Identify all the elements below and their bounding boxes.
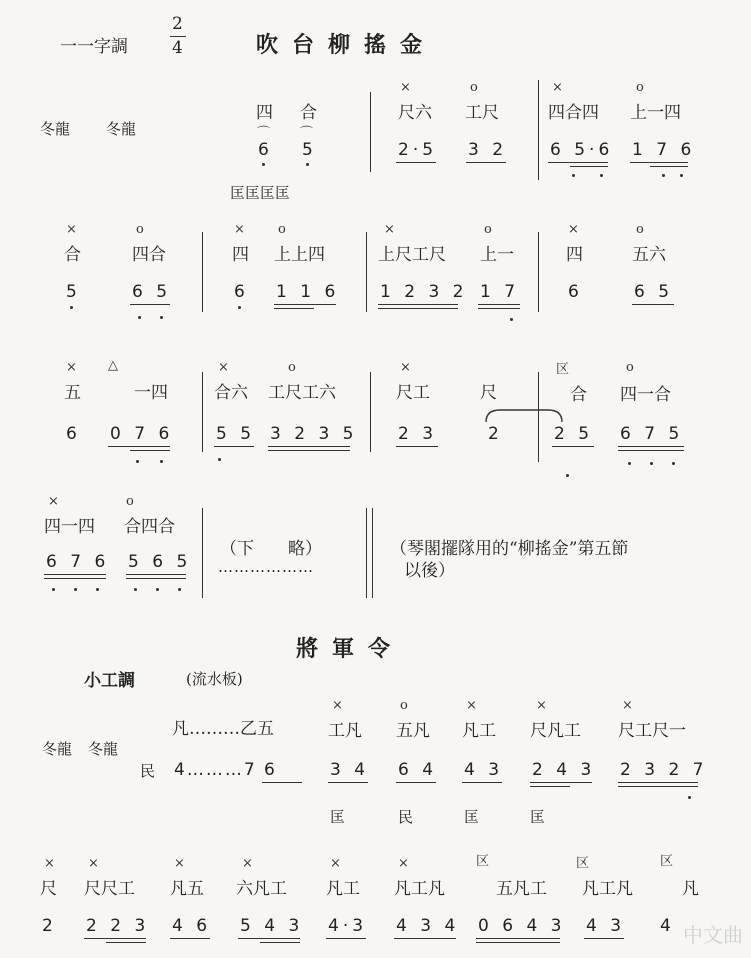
bar-line — [538, 372, 539, 462]
beat-mark-qu: 区 — [476, 854, 490, 869]
octave-dot — [510, 318, 513, 321]
beat-mark-x: × — [44, 856, 55, 871]
gongche-name: 合 — [300, 103, 317, 123]
beat-mark-x: × — [398, 856, 409, 871]
gongche-name: 凡工凡 — [582, 879, 633, 899]
gongche-name: 上一 — [480, 245, 514, 265]
jianpu-number: 3 2 3 5 — [270, 424, 358, 444]
performance-note: （琴閣擺隊用的“柳搖金”第五節 — [390, 539, 629, 559]
gong-mark: 匡 — [464, 808, 480, 826]
beat-mark-qu: 区 — [660, 854, 674, 869]
beam — [584, 938, 624, 939]
beam — [326, 938, 366, 939]
gongche-name: 五凡工 — [496, 879, 547, 899]
beam — [476, 942, 560, 943]
gongche-name: 工尺 — [465, 103, 499, 123]
beam — [274, 304, 336, 305]
beat-mark-x: × — [622, 698, 633, 713]
gongche-name: 合 — [64, 245, 81, 265]
jianpu-number: 5 6 5 — [128, 552, 192, 572]
octave-dot — [160, 316, 163, 319]
beam — [328, 782, 368, 783]
gongche-name: 上上四 — [274, 245, 325, 265]
gongche-name: 凡五 — [170, 879, 204, 899]
jianpu-number: 4 3 — [586, 916, 626, 936]
beat-mark-x: × — [466, 698, 477, 713]
min-mark: 民 — [140, 762, 156, 780]
key-signature-1: 一一字調 — [60, 37, 128, 57]
gongche-name: 四 — [232, 245, 249, 265]
gongche-name: 尺尺工 — [84, 879, 135, 899]
beat-mark-o: o — [484, 222, 492, 237]
beam — [274, 308, 314, 309]
beam — [44, 578, 106, 579]
beat-mark-o: o — [126, 494, 134, 509]
jianpu-number: 6 4 — [398, 760, 438, 780]
jianpu-number: 4·3 — [328, 916, 368, 936]
key-signature-2: 小工調 — [84, 671, 135, 691]
gongche-name: 六凡工 — [236, 879, 287, 899]
gongche-name: 凡工 — [462, 721, 496, 741]
beat-mark-o: o — [288, 360, 296, 375]
beat-mark-x: × — [88, 856, 99, 871]
jianpu-number: 2 3 2 7 — [620, 760, 708, 780]
beam — [108, 446, 170, 447]
beam — [268, 450, 350, 451]
beam — [476, 938, 560, 939]
beam — [106, 942, 146, 943]
gongche-name: 尺六 — [398, 103, 432, 123]
octave-dot — [262, 163, 265, 166]
octave-dot — [600, 174, 603, 177]
meter-line — [170, 36, 186, 37]
beat-mark-qu: 区 — [576, 856, 590, 871]
beat-mark-x: × — [568, 222, 579, 237]
octave-dot — [238, 306, 241, 309]
octave-dot — [136, 460, 139, 463]
beat-mark-x: × — [384, 222, 395, 237]
octave-dot — [138, 316, 141, 319]
gongche-name: 上一四 — [630, 103, 681, 123]
omission-text: （下 略） — [220, 539, 322, 559]
jianpu-number: 6 — [234, 282, 249, 302]
bar-line — [538, 80, 539, 180]
gongche-name: 工尺工六 — [268, 383, 336, 403]
beat-mark-triangle: △ — [108, 358, 118, 373]
beat-mark-x: × — [174, 856, 185, 871]
beam — [44, 574, 106, 575]
meter-bottom: 4 — [172, 38, 183, 58]
octave-dot — [134, 588, 137, 591]
gongche-name: 凡 — [682, 879, 699, 899]
beat-mark-o: o — [626, 360, 634, 375]
beam — [394, 938, 456, 939]
beat-mark-x: × — [400, 80, 411, 95]
jianpu-number: 4 6 — [172, 916, 212, 936]
piece1-title: 吹台柳搖金 — [256, 32, 437, 58]
gongche-name: 合六 — [214, 383, 248, 403]
octave-dot — [74, 588, 77, 591]
octave-dot — [178, 588, 181, 591]
gongche-name: 工凡 — [328, 721, 362, 741]
jianpu-number: 6 — [66, 424, 81, 444]
beam — [466, 162, 506, 163]
gongche-name: 凡工 — [326, 879, 360, 899]
jianpu-number: 4 3 4 — [396, 916, 460, 936]
beam — [396, 782, 436, 783]
octave-dot — [52, 588, 55, 591]
gong-mark: 匡 — [530, 808, 546, 826]
bar-line — [372, 508, 373, 598]
octave-dot — [156, 588, 159, 591]
beam — [548, 162, 608, 163]
gongche-name: 四一合 — [620, 385, 671, 405]
watermark-logo: 中文曲 — [683, 923, 743, 947]
octave-dot — [566, 474, 569, 477]
gongche-name: 四 — [566, 245, 583, 265]
beat-mark-x: × — [218, 360, 229, 375]
octave-dot — [70, 306, 73, 309]
gongche-name: 尺工 — [396, 383, 430, 403]
bar-line — [370, 92, 371, 172]
beam — [396, 162, 436, 163]
drum-label-1: 冬龍 — [42, 740, 73, 758]
beam — [378, 308, 458, 309]
jianpu-number: 6 5 — [132, 282, 172, 302]
fermata-mark: ⌒ — [300, 126, 314, 141]
jianpu-number: 1 7 6 — [632, 140, 696, 160]
jianpu-number: 6 — [258, 140, 273, 160]
gongche-name: 五凡 — [396, 721, 430, 741]
beam — [552, 446, 594, 447]
beat-mark-x: × — [48, 494, 59, 509]
bar-line — [202, 508, 203, 598]
beam — [126, 574, 186, 575]
drum-label-2: 冬龍 — [88, 740, 119, 758]
beat-mark-o: o — [636, 222, 644, 237]
beam — [378, 304, 458, 305]
beam — [530, 786, 570, 787]
beam — [130, 304, 170, 305]
jianpu-number: 5 4 3 — [240, 916, 304, 936]
performance-note: 以後） — [404, 561, 455, 581]
gongche-name: 四合 — [132, 245, 166, 265]
beam — [618, 446, 684, 447]
beat-mark-qu: 区 — [556, 362, 570, 377]
jianpu-number: 1 1 6 — [276, 282, 340, 302]
beam — [238, 938, 300, 939]
jianpu-number: 6 — [568, 282, 583, 302]
jianpu-number: 3 2 — [468, 140, 508, 160]
gongche-name: 凡工凡 — [394, 879, 445, 899]
drum-label-2: 冬龍 — [106, 120, 137, 138]
gongche-name: 尺工尺一 — [618, 721, 686, 741]
beat-mark-o: o — [136, 222, 144, 237]
gongche-intro: 凡………乙五 — [172, 719, 274, 739]
beat-mark-o: o — [400, 698, 408, 713]
bar-line — [538, 232, 539, 312]
drum-label-1: 冬龍 — [40, 120, 71, 138]
octave-dot — [160, 460, 163, 463]
gong-strokes: 匡匡匡匡 — [230, 184, 291, 202]
gongche-name: 四合四 — [548, 103, 599, 123]
jianpu-number: 4 3 — [464, 760, 504, 780]
gongche-name: 一四 — [134, 383, 168, 403]
beat-mark-x: × — [536, 698, 547, 713]
beat-mark-x: × — [552, 80, 563, 95]
gongche-name: 五六 — [632, 245, 666, 265]
octave-dot — [96, 588, 99, 591]
beam — [126, 578, 186, 579]
beam — [262, 782, 302, 783]
octave-dot — [662, 174, 665, 177]
gongche-name: 合 — [570, 385, 587, 405]
jianpu-number: 4 — [660, 916, 675, 936]
gongche-name: 尺 — [40, 879, 57, 899]
jianpu-number: 1 2 3 2 — [380, 282, 468, 302]
beat-mark-x: × — [332, 698, 343, 713]
octave-dot — [672, 462, 675, 465]
jianpu-number: 3 4 — [330, 760, 370, 780]
octave-dot — [306, 163, 309, 166]
bar-line — [370, 372, 371, 452]
beat-mark-x: × — [242, 856, 253, 871]
jianpu-number: 5 5 — [216, 424, 256, 444]
jianpu-number: 2 — [42, 916, 57, 936]
fermata-mark: ⌒ — [257, 126, 271, 141]
jianpu-number: 6 5 — [634, 282, 674, 302]
beam — [396, 446, 438, 447]
beam — [170, 938, 210, 939]
gongche-name: 四一四 — [44, 517, 95, 537]
bar-line — [202, 232, 203, 312]
octave-dot — [628, 462, 631, 465]
beam — [618, 786, 698, 787]
beam — [630, 162, 688, 163]
omission-dots: ……………… — [218, 558, 314, 576]
jianpu-number: 5 — [302, 140, 317, 160]
tie-slur — [484, 406, 564, 424]
jianpu-number: 0 7 6 — [110, 424, 174, 444]
jianpu-number: 2 3 — [398, 424, 438, 444]
jianpu-number: 2 — [488, 424, 503, 444]
octave-dot — [572, 174, 575, 177]
gongche-name: 五 — [64, 383, 81, 403]
beam — [570, 166, 608, 167]
beam — [268, 446, 350, 447]
bar-line — [366, 232, 367, 312]
jianpu-number: 2 4 3 — [532, 760, 596, 780]
octave-dot — [688, 796, 691, 799]
beam — [214, 446, 254, 447]
beat-mark-o: o — [636, 80, 644, 95]
octave-dot — [650, 462, 653, 465]
beam — [462, 782, 502, 783]
beam — [130, 450, 170, 451]
beam — [84, 938, 146, 939]
jianpu-number: 2 5 — [554, 424, 594, 444]
piece2-title: 將軍令 — [296, 636, 405, 662]
bar-line — [202, 372, 203, 452]
jianpu-number: 6 5·6 — [550, 140, 614, 160]
beam — [478, 308, 520, 309]
beat-mark-o: o — [470, 80, 478, 95]
gongche-name: 尺凡工 — [530, 721, 581, 741]
jianpu-number: 6 7 5 — [620, 424, 684, 444]
bar-line — [366, 508, 367, 598]
beat-mark-x: × — [66, 222, 77, 237]
beat-mark-x: × — [400, 360, 411, 375]
jianpu-number: 0 6 4 3 — [478, 916, 566, 936]
jianpu-number: 6 7 6 — [46, 552, 110, 572]
meter-top: 2 — [172, 14, 183, 34]
jianpu-number: 5 — [66, 282, 81, 302]
beat-mark-o: o — [278, 222, 286, 237]
beat-mark-x: × — [234, 222, 245, 237]
beam — [618, 450, 684, 451]
jianpu-number: 2·5 — [398, 140, 438, 160]
tempo-marking: (流水板) — [186, 670, 243, 688]
beam — [650, 166, 688, 167]
beat-mark-x: × — [66, 360, 77, 375]
jianpu-intro: 4………7 6 — [174, 760, 277, 780]
gong-mark: 民 — [398, 808, 414, 826]
gongche-name: 尺 — [480, 383, 497, 403]
octave-dot — [218, 458, 221, 461]
octave-dot — [680, 174, 683, 177]
jianpu-number: 2 2 3 — [86, 916, 150, 936]
gongche-name: 合四合 — [124, 517, 175, 537]
beam — [260, 942, 300, 943]
gong-mark: 匡 — [330, 808, 346, 826]
beam — [530, 782, 592, 783]
beam — [478, 304, 520, 305]
jianpu-number: 1 7 — [480, 282, 520, 302]
beat-mark-x: × — [330, 856, 341, 871]
beam — [632, 304, 674, 305]
beam — [618, 782, 698, 783]
gongche-name: 四 — [256, 103, 273, 123]
gongche-name: 上尺工尺 — [378, 245, 446, 265]
